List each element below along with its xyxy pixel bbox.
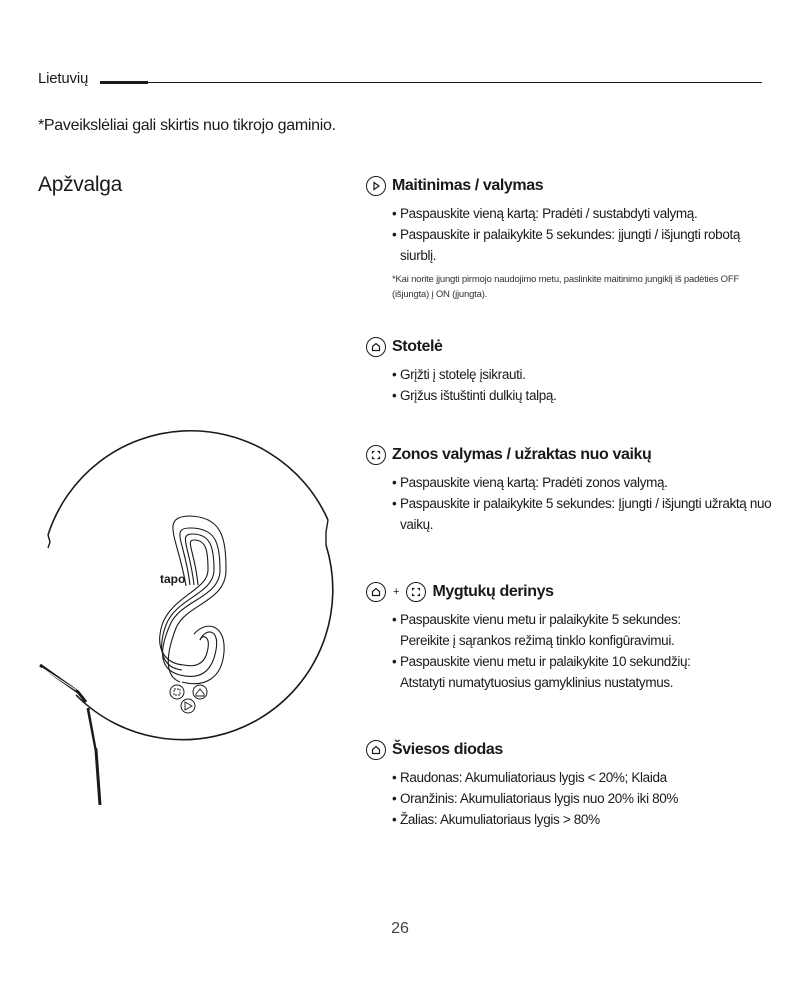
list-item <box>392 609 776 651</box>
home-icon <box>366 740 386 760</box>
list-item <box>392 651 776 693</box>
list-item: • Paspauskite vieną kartą: Pradėti zonos valymą. <box>392 472 776 493</box>
power-note: *Kai norite įjungti pirmojo naudojimo metu, paslinkite maitinimo jungiklį iš padėties OFF (išjungta) į ON (įjungta). <box>392 274 740 300</box>
list-item: • Paspauskite ir palaikykite 5 sekundes: Įjungti / išjungti užraktą nuo vaikų. <box>392 493 776 535</box>
section-title: Zonos valymas / užraktas nuo vaikų <box>392 446 652 463</box>
bullet-list <box>392 767 776 830</box>
home-icon <box>366 337 386 357</box>
bullet-list <box>392 472 776 535</box>
list-item: • Paspauskite ir palaikykite 5 sekundes: įjungti / išjungti robotą siurblį. <box>392 224 776 266</box>
bullet-list <box>392 609 776 693</box>
section-dock <box>366 335 776 406</box>
section-zone <box>366 443 776 535</box>
list-item-line: • Paspauskite vienu metu ir palaikykite 10 sekundžių: <box>400 654 691 669</box>
zone-icon <box>366 445 386 465</box>
robot-logo: tapo <box>160 572 186 586</box>
section-led <box>366 738 776 830</box>
overview-title: Apžvalga <box>38 173 122 196</box>
bullet-list <box>392 203 776 266</box>
plus-sign: + <box>393 586 400 598</box>
page-number: 26 <box>391 920 409 937</box>
bullet-list <box>392 364 776 406</box>
section-title: Stotelė <box>392 338 443 355</box>
list-item-line: • Paspauskite vienu metu ir palaikykite 5 sekundes: <box>400 612 681 627</box>
list-item: • Grįžus ištuštinti dulkių talpą. <box>392 385 776 406</box>
section-title: Maitinimas / valymas <box>392 177 544 194</box>
list-item: • Paspauskite vieną kartą: Pradėti / sustabdyti valymą. <box>392 203 776 224</box>
header-rule <box>148 82 762 83</box>
section-title: Mygtukų derinys <box>432 583 554 600</box>
list-item: • Oranžinis: Akumuliatoriaus lygis nuo 20% iki 80% <box>392 788 776 809</box>
list-item-line: Atstatyti numatytuosius gamyklinius nustatymus. <box>400 675 674 690</box>
header-rule-thick <box>100 81 148 84</box>
robot-vacuum-illustration <box>30 280 340 810</box>
list-item: • Žalias: Akumuliatoriaus lygis > 80% <box>392 809 776 830</box>
home-icon <box>366 582 386 602</box>
list-item-line: Pereikite į sąrankos režimą tinklo konfigūravimui. <box>400 633 675 648</box>
section-title: Šviesos diodas <box>392 741 503 758</box>
zone-icon <box>406 582 426 602</box>
language-label: Lietuvių <box>38 70 89 87</box>
disclaimer: *Paveikslėliai gali skirtis nuo tikrojo gaminio. <box>38 117 336 134</box>
play-icon <box>366 176 386 196</box>
section-combo <box>366 580 776 693</box>
list-item: • Raudonas: Akumuliatoriaus lygis < 20%; Klaida <box>392 767 776 788</box>
section-power <box>366 174 776 302</box>
list-item: • Grįžti į stotelę įsikrauti. <box>392 364 776 385</box>
